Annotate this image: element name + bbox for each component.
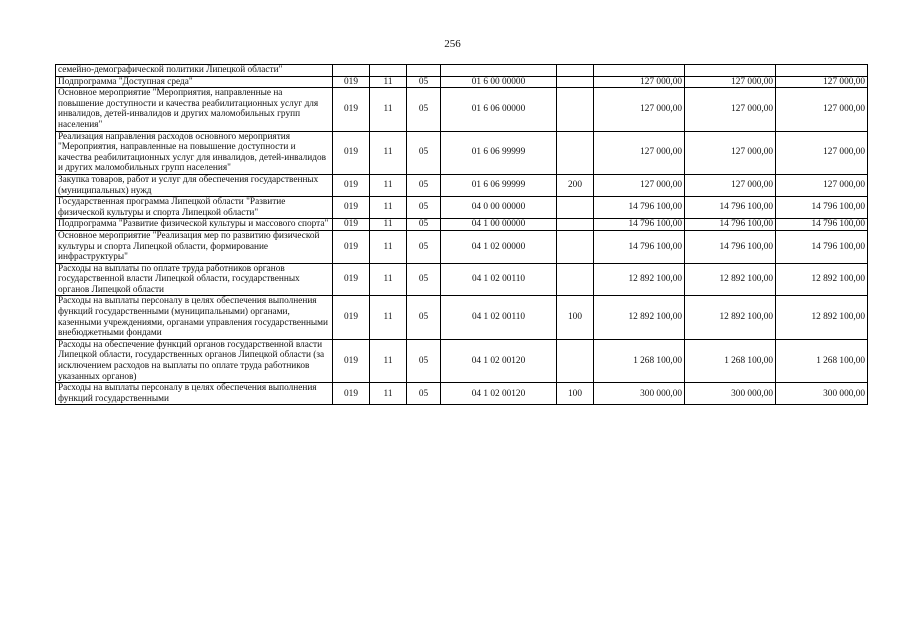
- cell-sum-3: 14 796 100,00: [776, 197, 868, 219]
- cell-target-article: 04 1 02 00110: [441, 263, 557, 296]
- cell-sum-3: [776, 65, 868, 77]
- cell-name: Государственная программа Липецкой области "Развитие физической культуры и спорта Липецкой области": [56, 197, 333, 219]
- cell-sum-1: 127 000,00: [594, 131, 685, 174]
- cell-expense-type: 100: [557, 383, 594, 405]
- cell-expense-type: 100: [557, 296, 594, 339]
- cell-glava: 019: [333, 263, 370, 296]
- cell-sum-3: 127 000,00: [776, 88, 868, 131]
- cell-podrazdel: 05: [407, 296, 441, 339]
- cell-sum-1: 300 000,00: [594, 383, 685, 405]
- cell-sum-1: 127 000,00: [594, 174, 685, 196]
- cell-sum-2: 127 000,00: [685, 76, 776, 88]
- table-row: [56, 76, 868, 88]
- cell-sum-1: [594, 65, 685, 77]
- cell-sum-2: 127 000,00: [685, 88, 776, 131]
- cell-target-article: 04 1 02 00110: [441, 296, 557, 339]
- cell-razdel: 11: [370, 88, 407, 131]
- cell-glava: 019: [333, 76, 370, 88]
- cell-razdel: 11: [370, 76, 407, 88]
- cell-expense-type: [557, 88, 594, 131]
- cell-glava: 019: [333, 174, 370, 196]
- cell-podrazdel: 05: [407, 76, 441, 88]
- cell-sum-3: 12 892 100,00: [776, 263, 868, 296]
- cell-name: Подпрограмма "Доступная среда": [56, 76, 333, 88]
- cell-razdel: 11: [370, 296, 407, 339]
- cell-podrazdel: 05: [407, 383, 441, 405]
- cell-sum-2: 127 000,00: [685, 174, 776, 196]
- cell-glava: 019: [333, 339, 370, 382]
- cell-sum-3: 1 268 100,00: [776, 339, 868, 382]
- page-number: 256: [444, 38, 461, 50]
- table-row: [56, 263, 868, 296]
- cell-target-article: 01 6 00 00000: [441, 76, 557, 88]
- cell-sum-3: 300 000,00: [776, 383, 868, 405]
- cell-expense-type: [557, 230, 594, 263]
- cell-sum-2: 12 892 100,00: [685, 296, 776, 339]
- table-row: [56, 230, 868, 263]
- cell-glava: 019: [333, 383, 370, 405]
- cell-target-article: 04 1 02 00120: [441, 383, 557, 405]
- cell-target-article: 04 1 00 00000: [441, 219, 557, 231]
- cell-sum-2: 127 000,00: [685, 131, 776, 174]
- cell-podrazdel: 05: [407, 219, 441, 231]
- cell-glava: 019: [333, 88, 370, 131]
- cell-expense-type: [557, 339, 594, 382]
- cell-razdel: 11: [370, 339, 407, 382]
- cell-name: Основное мероприятие "Мероприятия, направленные на повышение доступности и качества реабилитационных услуг для инвалидов, детей-инвалидов и других маломобильных групп населения": [56, 88, 333, 131]
- table-row: [56, 131, 868, 174]
- cell-sum-2: 14 796 100,00: [685, 219, 776, 231]
- cell-razdel: 11: [370, 131, 407, 174]
- cell-razdel: 11: [370, 230, 407, 263]
- cell-podrazdel: 05: [407, 339, 441, 382]
- cell-sum-1: 14 796 100,00: [594, 219, 685, 231]
- cell-podrazdel: 05: [407, 230, 441, 263]
- cell-target-article: 04 0 00 00000: [441, 197, 557, 219]
- cell-sum-3: 127 000,00: [776, 131, 868, 174]
- cell-sum-2: 1 268 100,00: [685, 339, 776, 382]
- cell-razdel: [370, 65, 407, 77]
- cell-glava: 019: [333, 230, 370, 263]
- cell-podrazdel: 05: [407, 174, 441, 196]
- cell-sum-1: 12 892 100,00: [594, 263, 685, 296]
- cell-podrazdel: 05: [407, 88, 441, 131]
- cell-glava: 019: [333, 296, 370, 339]
- cell-target-article: [441, 65, 557, 77]
- cell-name: Подпрограмма "Развитие физической культуры и массового спорта": [56, 219, 333, 231]
- budget-table: [55, 64, 868, 405]
- cell-sum-2: 300 000,00: [685, 383, 776, 405]
- cell-podrazdel: 05: [407, 131, 441, 174]
- cell-podrazdel: [407, 65, 441, 77]
- cell-sum-1: 127 000,00: [594, 76, 685, 88]
- cell-podrazdel: 05: [407, 263, 441, 296]
- cell-expense-type: [557, 263, 594, 296]
- cell-name: Закупка товаров, работ и услуг для обеспечения государственных (муниципальных) нужд: [56, 174, 333, 196]
- cell-sum-1: 12 892 100,00: [594, 296, 685, 339]
- cell-sum-3: 127 000,00: [776, 174, 868, 196]
- cell-razdel: 11: [370, 219, 407, 231]
- table-row: [56, 197, 868, 219]
- cell-sum-2: 14 796 100,00: [685, 230, 776, 263]
- cell-sum-3: 12 892 100,00: [776, 296, 868, 339]
- cell-name: Расходы на выплаты по оплате труда работников органов государственной власти Липецкой области, государственных органов Липецкой области: [56, 263, 333, 296]
- cell-sum-2: 12 892 100,00: [685, 263, 776, 296]
- cell-expense-type: [557, 65, 594, 77]
- table-row: [56, 65, 868, 77]
- cell-razdel: 11: [370, 197, 407, 219]
- cell-sum-2: [685, 65, 776, 77]
- table-row: [56, 174, 868, 196]
- cell-glava: [333, 65, 370, 77]
- cell-sum-1: 1 268 100,00: [594, 339, 685, 382]
- cell-razdel: 11: [370, 174, 407, 196]
- cell-name: семейно-демографической политики Липецкой области": [56, 65, 333, 77]
- cell-sum-3: 127 000,00: [776, 76, 868, 88]
- cell-expense-type: 200: [557, 174, 594, 196]
- cell-name: Расходы на выплаты персоналу в целях обеспечения выполнения функций государственными: [56, 383, 333, 405]
- cell-expense-type: [557, 219, 594, 231]
- cell-razdel: 11: [370, 263, 407, 296]
- cell-target-article: 01 6 06 00000: [441, 88, 557, 131]
- cell-target-article: 04 1 02 00120: [441, 339, 557, 382]
- cell-name: Расходы на выплаты персоналу в целях обеспечения выполнения функций государственными (муниципальными) органами, казенными учреждениями, органами управления государственными внебюджетными фондами: [56, 296, 333, 339]
- cell-expense-type: [557, 76, 594, 88]
- cell-podrazdel: 05: [407, 197, 441, 219]
- cell-razdel: 11: [370, 383, 407, 405]
- cell-sum-2: 14 796 100,00: [685, 197, 776, 219]
- table-body: [56, 65, 868, 405]
- cell-glava: 019: [333, 219, 370, 231]
- cell-glava: 019: [333, 197, 370, 219]
- cell-name: Реализация направления расходов основного мероприятия "Мероприятия, направленные на повышение доступности и качества реабилитационных услуг для инвалидов, детей-инвалидов и других маломобильных групп населения": [56, 131, 333, 174]
- cell-name: Основное мероприятие "Реализация мер по развитию физической культуры и спорта Липецкой области, формирование инфраструктуры": [56, 230, 333, 263]
- cell-target-article: 04 1 02 00000: [441, 230, 557, 263]
- cell-sum-1: 14 796 100,00: [594, 230, 685, 263]
- cell-sum-3: 14 796 100,00: [776, 219, 868, 231]
- table-row: [56, 339, 868, 382]
- cell-glava: 019: [333, 131, 370, 174]
- table-row: [56, 219, 868, 231]
- cell-expense-type: [557, 197, 594, 219]
- cell-sum-3: 14 796 100,00: [776, 230, 868, 263]
- table-row: [56, 296, 868, 339]
- cell-sum-1: 127 000,00: [594, 88, 685, 131]
- cell-name: Расходы на обеспечение функций органов государственной власти Липецкой области, государственных органов Липецкой области (за исключением расходов на выплаты по оплате труда работников указанных органов): [56, 339, 333, 382]
- table-row: [56, 88, 868, 131]
- cell-target-article: 01 6 06 99999: [441, 131, 557, 174]
- cell-expense-type: [557, 131, 594, 174]
- cell-sum-1: 14 796 100,00: [594, 197, 685, 219]
- table-row: [56, 383, 868, 405]
- cell-target-article: 01 6 06 99999: [441, 174, 557, 196]
